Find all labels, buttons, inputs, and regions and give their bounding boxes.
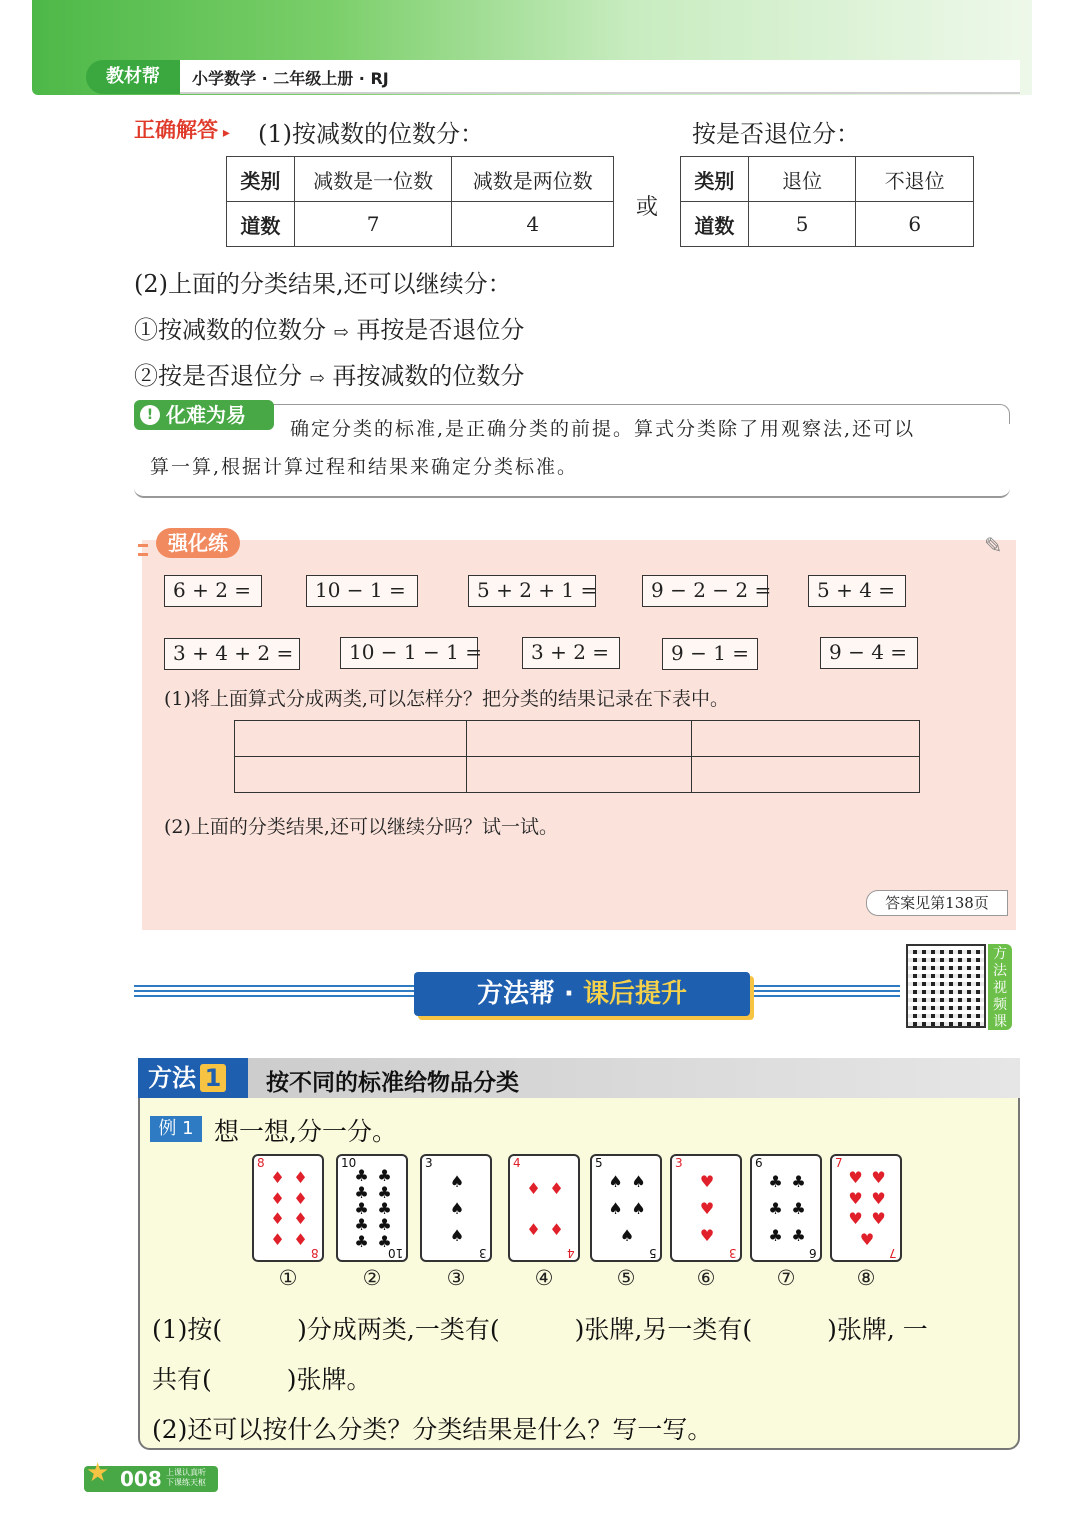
card-rank: 3 xyxy=(425,1156,433,1170)
card-rank: 6 xyxy=(755,1156,763,1170)
equation-box: 3 + 4 + 2 = xyxy=(164,638,300,670)
suit-icon: ♦ xyxy=(526,1219,541,1239)
pencil-icon: ✎ xyxy=(984,534,1003,559)
method-question-2: (2)还可以按什么分类？分类结果是什么？写一写。 xyxy=(152,1415,713,1444)
equation-box: 5 + 2 + 1 = xyxy=(468,575,596,607)
table-header-category: 类别 xyxy=(227,157,295,202)
card-pips xyxy=(684,1168,730,1250)
star-mascot-icon: ★ xyxy=(86,1458,110,1488)
answer-option-1: ①按减数的位数分 ⇨ 再按是否退位分 xyxy=(134,316,525,344)
suit-icon: ♦ xyxy=(293,1188,308,1208)
grid-cell[interactable] xyxy=(235,757,467,793)
grid-cell[interactable] xyxy=(466,757,692,793)
equation-box: 9 − 4 = xyxy=(820,637,918,669)
card-rank: 4 xyxy=(513,1156,521,1170)
tip-badge: ! 化难为易 xyxy=(134,400,274,430)
header-tab: 教材帮 xyxy=(86,60,180,94)
suit-icon: ♦ xyxy=(526,1178,541,1198)
card-label: ⑤ xyxy=(616,1266,636,1290)
suit-icon: ♣ xyxy=(768,1171,783,1191)
suit-icon: ♥ xyxy=(871,1209,886,1229)
table-cell: 7 xyxy=(294,202,452,247)
card-rank: 8 xyxy=(311,1246,319,1260)
playing-card xyxy=(336,1154,408,1262)
table-cell: 6 xyxy=(856,202,974,247)
equation-box: 10 − 1 = xyxy=(306,575,418,607)
arrow-icon: ⇨ xyxy=(333,322,349,343)
answer-part2: (2)上面的分类结果,还可以继续分： xyxy=(134,270,512,298)
practice-badge: 强化练 xyxy=(156,528,240,558)
suit-icon: ♥ xyxy=(848,1209,863,1229)
suit-icon: ♣ xyxy=(791,1171,806,1191)
answer-label: 正确解答 ▸ xyxy=(134,118,230,142)
suit-icon: ♣ xyxy=(354,1182,369,1202)
suit-icon: ♥ xyxy=(699,1198,715,1218)
suit-icon: ♠ xyxy=(608,1171,623,1191)
card-rank: 3 xyxy=(675,1156,683,1170)
suit-icon: ♦ xyxy=(549,1219,564,1239)
card-label: ① xyxy=(278,1266,298,1290)
suit-icon: ♦ xyxy=(270,1168,285,1188)
card-rank: 7 xyxy=(889,1246,897,1260)
table-header-count: 道数 xyxy=(681,202,749,247)
equation-box: 3 + 2 = xyxy=(522,637,620,669)
table-cell: 5 xyxy=(748,202,856,247)
arrow-icon: ⇨ xyxy=(309,368,325,389)
suit-icon: ♣ xyxy=(354,1198,369,1218)
suit-icon: ♠ xyxy=(449,1226,465,1246)
suit-icon: ♦ xyxy=(293,1229,308,1249)
playing-card xyxy=(750,1154,822,1262)
card-pips xyxy=(350,1168,396,1250)
grid-cell[interactable] xyxy=(692,757,920,793)
answer-reference: 答案见第138页 xyxy=(866,890,1008,916)
suit-icon: ♣ xyxy=(377,1215,392,1235)
answer-table-borrow xyxy=(680,156,974,247)
card-rank: 6 xyxy=(809,1246,817,1260)
card-rank: 5 xyxy=(649,1246,657,1260)
suit-icon: ♦ xyxy=(270,1229,285,1249)
table-header-count: 道数 xyxy=(227,202,295,247)
suit-icon: ♣ xyxy=(377,1166,392,1186)
table-cell: 减数是一位数 xyxy=(294,157,452,202)
suit-icon: ♦ xyxy=(270,1188,285,1208)
method-question-1-line-2: 共有( )张牌。 xyxy=(152,1365,372,1394)
table-cell: 减数是两位数 xyxy=(452,157,614,202)
suit-icon: ♥ xyxy=(848,1188,863,1208)
card-pips xyxy=(522,1168,568,1250)
playing-card xyxy=(252,1154,324,1262)
suit-icon: ♦ xyxy=(293,1168,308,1188)
playing-card xyxy=(508,1154,580,1262)
method-name: 按不同的标准给物品分类 xyxy=(266,1070,519,1096)
example-tag: 例 1 xyxy=(150,1116,202,1142)
card-label: ② xyxy=(362,1266,382,1290)
grid-cell[interactable] xyxy=(466,721,692,757)
card-label: ⑧ xyxy=(856,1266,876,1290)
footer-slogan: 上课认真听 下课练天枢 xyxy=(166,1468,206,1487)
playing-card xyxy=(590,1154,662,1262)
suit-icon: ♦ xyxy=(293,1209,308,1229)
suit-icon: ♣ xyxy=(354,1231,369,1251)
card-rank: 5 xyxy=(595,1156,603,1170)
card-label: ④ xyxy=(534,1266,554,1290)
suit-icon: ♠ xyxy=(631,1171,646,1191)
card-rank: 10 xyxy=(341,1156,357,1170)
answer-grid[interactable] xyxy=(234,720,920,793)
suit-icon: ♠ xyxy=(619,1226,635,1246)
card-rank: 3 xyxy=(479,1246,487,1260)
video-course-tab[interactable]: 方法视频课 xyxy=(988,944,1012,1030)
table-header-category: 类别 xyxy=(681,157,749,202)
grid-cell[interactable] xyxy=(235,721,467,757)
tip-line-1: 确定分类的标准,是正确分类的前提。算式分类除了用观察法,还可以 xyxy=(290,418,916,440)
suit-icon: ♥ xyxy=(871,1168,886,1188)
practice-question-2: (2)上面的分类结果,还可以继续分吗？试一试。 xyxy=(164,816,558,838)
suit-icon: ♦ xyxy=(270,1209,285,1229)
card-pips xyxy=(434,1168,480,1250)
equation-box: 10 − 1 − 1 = xyxy=(340,637,478,669)
qr-code-pattern xyxy=(908,946,984,1026)
grid-cell[interactable] xyxy=(692,721,920,757)
card-label: ③ xyxy=(446,1266,466,1290)
card-rank: 10 xyxy=(387,1246,403,1260)
card-pips xyxy=(764,1168,810,1250)
method-tag: 方法 1 xyxy=(138,1058,248,1098)
playing-card xyxy=(670,1154,742,1262)
suit-icon: ♠ xyxy=(449,1171,465,1191)
answer-part1-right: 按是否退位分： xyxy=(692,120,860,148)
suit-icon: ♣ xyxy=(377,1182,392,1202)
example-prompt: 想一想,分一分。 xyxy=(214,1117,397,1146)
card-rank: 3 xyxy=(729,1246,737,1260)
card-label: ⑦ xyxy=(776,1266,796,1290)
method-question-1-line-1: (1)按( )分成两类,一类有( )张牌,另一类有( )张牌, 一 xyxy=(152,1315,928,1344)
suit-icon: ♣ xyxy=(354,1215,369,1235)
suit-icon: ♥ xyxy=(699,1226,715,1246)
card-label: ⑥ xyxy=(696,1266,716,1290)
suit-icon: ♣ xyxy=(768,1198,783,1218)
suit-icon: ♦ xyxy=(549,1178,564,1198)
card-rank: 8 xyxy=(257,1156,265,1170)
equation-box: 9 − 2 − 2 = xyxy=(642,575,768,607)
equation-box: 5 + 4 = xyxy=(808,575,906,607)
suit-icon: ♠ xyxy=(608,1198,623,1218)
suit-icon: ♥ xyxy=(859,1229,875,1249)
suit-icon: ♣ xyxy=(791,1198,806,1218)
playing-card xyxy=(830,1154,902,1262)
practice-question-1: (1)将上面算式分成两类,可以怎样分？把分类的结果记录在下表中。 xyxy=(164,688,729,710)
method-banner-title: 方法帮 · 课后提升 xyxy=(414,972,750,1016)
book-title: 小学数学 · 二年级上册 · RJ xyxy=(192,69,389,88)
suit-icon: ♥ xyxy=(699,1171,715,1191)
tip-line-2: 算一算,根据计算过程和结果来确定分类标准。 xyxy=(150,456,579,478)
suit-icon: ♣ xyxy=(354,1166,369,1186)
card-pips xyxy=(604,1168,650,1250)
suit-icon: ♥ xyxy=(871,1188,886,1208)
suit-icon: ♣ xyxy=(768,1226,783,1246)
equation-box: 6 + 2 = xyxy=(164,575,262,607)
playing-card xyxy=(420,1154,492,1262)
card-rank: 4 xyxy=(567,1246,575,1260)
lightbulb-icon: ! xyxy=(140,405,160,425)
suit-icon: ♠ xyxy=(631,1198,646,1218)
page-number: 008 xyxy=(120,1467,162,1491)
suit-icon: ♠ xyxy=(449,1198,465,1218)
answer-option-2: ②按是否退位分 ⇨ 再按减数的位数分 xyxy=(134,362,525,390)
equation-box: 9 − 1 = xyxy=(662,638,758,670)
or-text: 或 xyxy=(636,195,659,220)
suit-icon: ♣ xyxy=(791,1226,806,1246)
table-cell: 4 xyxy=(452,202,614,247)
answer-table-digits xyxy=(226,156,614,247)
card-pips xyxy=(844,1168,890,1250)
table-cell: 不退位 xyxy=(856,157,974,202)
answer-part1-left: (1)按减数的位数分： xyxy=(258,120,484,148)
suit-icon: ♥ xyxy=(848,1168,863,1188)
card-pips xyxy=(266,1168,312,1250)
card-rank: 7 xyxy=(835,1156,843,1170)
practice-decoration xyxy=(138,544,148,556)
suit-icon: ♣ xyxy=(377,1231,392,1251)
table-cell: 退位 xyxy=(748,157,856,202)
suit-icon: ♣ xyxy=(377,1198,392,1218)
